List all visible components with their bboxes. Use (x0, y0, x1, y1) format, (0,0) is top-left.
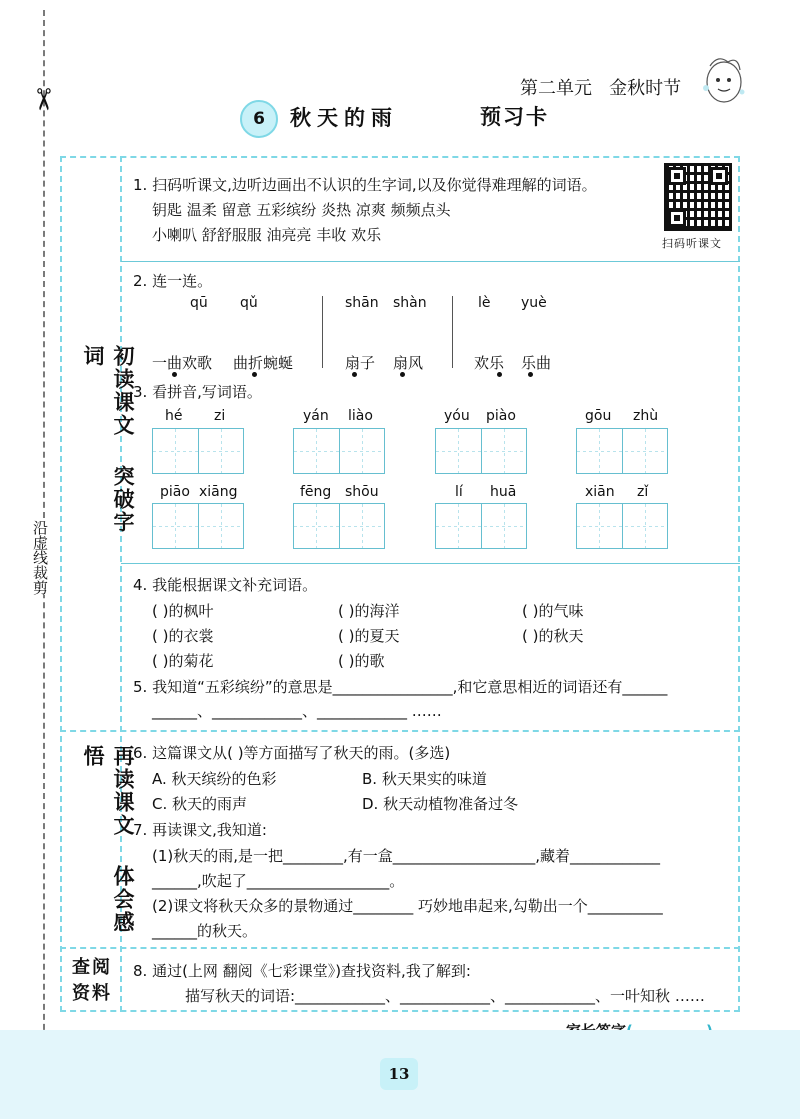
q4-blank[interactable]: ( )的枫叶 (152, 602, 214, 620)
emphasis-dot (172, 372, 177, 377)
q3-pinyin: xiān (585, 484, 615, 500)
q2-separator (452, 296, 453, 368)
q6-option-d[interactable]: D. 秋天动植物准备过冬 (362, 795, 519, 813)
q3-pinyin: zǐ (637, 484, 649, 500)
section-divider (60, 730, 740, 732)
unit-title (520, 74, 681, 100)
q4-blank[interactable]: ( )的秋天 (522, 627, 584, 645)
q2-prompt: 2. 连一连。 (133, 272, 213, 290)
q3-pinyin: liào (348, 408, 373, 424)
q3-pinyin: huā (490, 484, 517, 500)
lesson-title: 秋天的雨 (290, 106, 398, 130)
q4-blank[interactable]: ( )的海洋 (338, 602, 400, 620)
q7-line2[interactable]: ______,吹起了___________________。 (152, 872, 405, 890)
q3-pinyin: zi (214, 408, 226, 424)
q1-prompt: 1. 扫码听课文,边听边画出不认识的生字词,以及你觉得难理解的词语。 (133, 176, 597, 194)
q5-line1: 5. 我知道“五彩缤纷”的意思是________________,和它意思相近的词语还有______ (133, 678, 668, 696)
q2-word: 乐曲 (521, 354, 552, 372)
writing-grid[interactable] (576, 503, 668, 549)
q2-word: 欢乐 (474, 354, 505, 372)
writing-grid[interactable] (152, 428, 244, 474)
scissors-icon: ✂ (25, 86, 61, 113)
writing-grid[interactable] (293, 428, 385, 474)
q2-word: 曲折蜿蜒 (233, 354, 294, 372)
q3-pinyin: gōu (585, 408, 612, 424)
theme-label: 金秋时节 (609, 78, 682, 99)
q8-prompt: 8. 通过(上网 翻阅《七彩课堂》)查找资料,我了解到: (133, 962, 471, 980)
q6-prompt: 6. 这篇课文从( )等方面描写了秋天的雨。(多选) (133, 744, 451, 762)
q3-pinyin: hé (165, 408, 183, 424)
q3-pinyin: piāo (160, 484, 190, 500)
emphasis-dot (400, 372, 405, 377)
emphasis-dot (528, 372, 533, 377)
writing-grid[interactable] (435, 503, 527, 549)
writing-grid[interactable] (152, 503, 244, 549)
q4-blank[interactable]: ( )的歌 (338, 652, 385, 670)
q3-pinyin: zhù (633, 408, 659, 424)
q2-separator (322, 296, 323, 368)
cut-hint: 沿虚线裁剪 (34, 520, 52, 595)
q4-blank[interactable]: ( )的夏天 (338, 627, 400, 645)
section-label-third: 查阅 资料 (72, 957, 112, 1004)
section-divider (60, 947, 740, 949)
q6-option-b[interactable]: B. 秋天果实的味道 (362, 770, 487, 788)
q2-pinyin: shàn (393, 295, 427, 311)
q2-pinyin: yuè (521, 295, 547, 311)
q2-word: 一曲欢歌 (152, 354, 213, 372)
qr-code-icon[interactable] (664, 163, 732, 231)
q3-pinyin: shōu (345, 484, 379, 500)
qr-label: 扫码听课文 (662, 237, 722, 250)
q4-blank[interactable]: ( )的菊花 (152, 652, 214, 670)
q6-option-c[interactable]: C. 秋天的雨声 (152, 795, 248, 813)
q7-line3[interactable]: (2)课文将秋天众多的景物通过________ 巧妙地串起来,勾勒出一个__________ (152, 897, 663, 915)
q2-pinyin: shān (345, 295, 379, 311)
q3-prompt: 3. 看拼音,写词语。 (133, 383, 262, 401)
q5-line2[interactable]: ______、____________、____________ …… (152, 702, 442, 720)
page-number: 13 (380, 1058, 418, 1090)
q2-pinyin: qū (190, 295, 208, 311)
q3-pinyin: yán (303, 408, 329, 424)
q6-option-a[interactable]: A. 秋天缤纷的色彩 (152, 770, 277, 788)
q2-word: 扇子 (345, 354, 376, 372)
q3-pinyin: yóu (444, 408, 470, 424)
q1-words-row2: 小喇叭 舒舒服服 油亮亮 丰收 欢乐 (152, 226, 382, 244)
emphasis-dot (497, 372, 502, 377)
q4-prompt: 4. 我能根据课文补充词语。 (133, 576, 318, 594)
lesson-number: 6 (240, 100, 278, 138)
q7-line1[interactable]: (1)秋天的雨,是一把________,有一盒___________________,藏着____________ (152, 847, 661, 865)
q3-pinyin: fēng (300, 484, 332, 500)
emphasis-dot (352, 372, 357, 377)
section-label-second: 再读课文 体会感悟 (81, 745, 135, 934)
q2-pinyin: qǔ (240, 295, 258, 311)
question-divider (121, 563, 740, 564)
q7-line4[interactable]: ______的秋天。 (152, 922, 258, 940)
unit-label: 第二单元 (520, 78, 592, 99)
mascot-icon (698, 52, 748, 106)
q3-pinyin: lí (455, 484, 463, 500)
q2-pinyin: lè (478, 295, 491, 311)
card-title: 预习卡 (480, 105, 549, 129)
emphasis-dot (252, 372, 257, 377)
q3-pinyin: piào (486, 408, 516, 424)
q7-prompt: 7. 再读课文,我知道: (133, 821, 267, 839)
writing-grid[interactable] (293, 503, 385, 549)
q2-word: 扇风 (393, 354, 424, 372)
q4-blank[interactable]: ( )的衣裳 (152, 627, 214, 645)
question-divider (121, 261, 740, 262)
q1-words-row1: 钥匙 温柔 留意 五彩缤纷 炎热 凉爽 频频点头 (152, 201, 451, 219)
section-label-first: 初读课文 突破字词 (81, 345, 135, 534)
q8-line[interactable]: 描写秋天的词语:____________、____________、____________、一叶知秋 …… (185, 987, 705, 1005)
writing-grid[interactable] (435, 428, 527, 474)
q3-pinyin: xiāng (199, 484, 238, 500)
q4-blank[interactable]: ( )的气味 (522, 602, 584, 620)
writing-grid[interactable] (576, 428, 668, 474)
